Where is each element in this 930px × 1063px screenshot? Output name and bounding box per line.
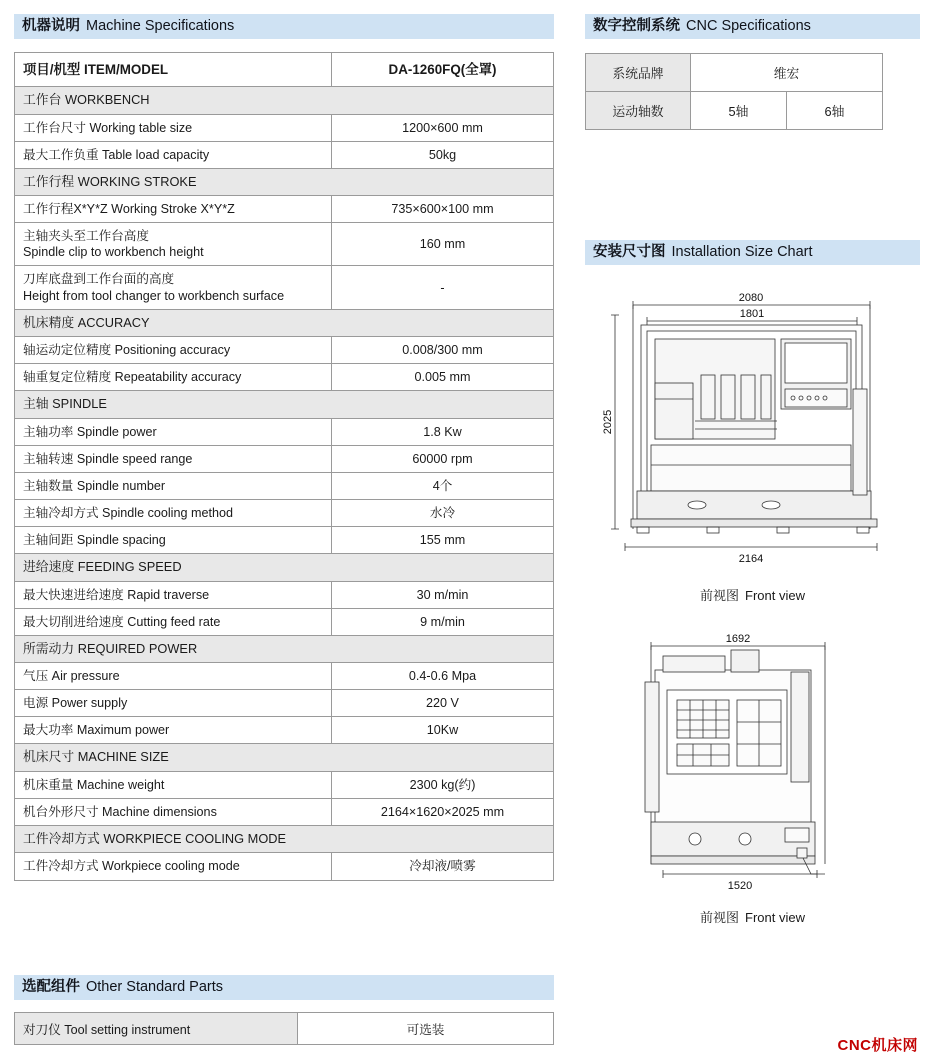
dim-2025: 2025 xyxy=(602,409,614,435)
row-label: 系统品牌 xyxy=(586,54,691,92)
row-value-axis-5: 5轴 xyxy=(691,92,787,130)
section-header-install-chart-en: Installation Size Chart xyxy=(671,244,813,260)
front-view-svg-upper xyxy=(585,279,920,579)
row-value: 水冷 xyxy=(332,499,554,526)
row-label: 轴运动定位精度 Positioning accuracy xyxy=(15,337,332,364)
table-row xyxy=(15,771,554,798)
row-label: 工件冷却方式 Workpiece cooling mode xyxy=(15,853,332,880)
table-row xyxy=(15,266,554,309)
dim-2164: 2164 xyxy=(738,553,764,565)
row-label: 电源 Power supply xyxy=(15,690,332,717)
dim-1801: 1801 xyxy=(739,308,765,320)
row-value: 2300 kg(约) xyxy=(332,771,554,798)
row-value: - xyxy=(332,266,554,309)
section-header-machine-spec-en: Machine Specifications xyxy=(86,18,235,34)
table-row xyxy=(15,418,554,445)
row-label-cn: 主轴夹头至工作台高度 xyxy=(23,229,149,244)
caption-front-view-upper xyxy=(585,585,920,604)
row-label xyxy=(15,223,332,266)
row-value: 60000 rpm xyxy=(332,445,554,472)
section-header-cnc-spec xyxy=(585,14,920,39)
table-row xyxy=(15,1013,554,1045)
table-group-label: 工作行程 WORKING STROKE xyxy=(15,168,554,195)
table-group-label: 主轴 SPINDLE xyxy=(15,391,554,418)
cnc-and-drawing-column xyxy=(585,14,920,926)
table-row xyxy=(15,690,554,717)
row-label: 主轴转速 Spindle speed range xyxy=(15,445,332,472)
table-row xyxy=(586,54,883,92)
table-group-label: 工件冷却方式 WORKPIECE COOLING MODE xyxy=(15,826,554,853)
table-row xyxy=(15,663,554,690)
front-view-svg-lower xyxy=(585,626,920,901)
row-value: 30 m/min xyxy=(332,581,554,608)
caption-front-view-upper-cn: 前视图 xyxy=(700,588,740,603)
table-group-row xyxy=(15,554,554,581)
dim-1520: 1520 xyxy=(727,880,753,892)
row-value: 735×600×100 mm xyxy=(332,196,554,223)
watermark: CNC机床网 xyxy=(837,1037,918,1054)
section-header-other-parts-cn: 选配组件 xyxy=(22,979,80,995)
table-row xyxy=(15,853,554,880)
front-view-drawing-lower xyxy=(585,626,920,926)
table-group-row xyxy=(15,826,554,853)
front-view-drawing-upper xyxy=(585,279,920,604)
table-group-row xyxy=(15,635,554,662)
section-header-install-chart-cn: 安装尺寸图 xyxy=(593,244,666,260)
row-label: 轴重复定位精度 Repeatability accuracy xyxy=(15,364,332,391)
table-group-row xyxy=(15,309,554,336)
dim-1692: 1692 xyxy=(725,633,751,645)
row-label: 对刀仪 Tool setting instrument xyxy=(15,1013,298,1045)
dim-2080: 2080 xyxy=(738,292,764,304)
table-group-label: 所需动力 REQUIRED POWER xyxy=(15,635,554,662)
section-header-machine-spec xyxy=(14,14,554,39)
table-row xyxy=(15,337,554,364)
row-value: 可选装 xyxy=(298,1013,554,1045)
row-value: 4个 xyxy=(332,472,554,499)
row-label: 最大快速进给速度 Rapid traverse xyxy=(15,581,332,608)
row-label: 工作行程X*Y*Z Working Stroke X*Y*Z xyxy=(15,196,332,223)
row-label: 机床重量 Machine weight xyxy=(15,771,332,798)
section-header-cnc-spec-en: CNC Specifications xyxy=(686,18,811,34)
row-label-cn: 刀库底盘到工作台面的高度 xyxy=(23,272,175,287)
row-value: 10Kw xyxy=(332,717,554,744)
machine-spec-column xyxy=(14,14,554,881)
table-row xyxy=(15,798,554,825)
table-group-label: 进给速度 FEEDING SPEED xyxy=(15,554,554,581)
table-header-model: DA-1260FQ(全罩) xyxy=(332,53,554,87)
table-header-item: 项目/机型 ITEM/MODEL xyxy=(15,53,332,87)
row-value: 220 V xyxy=(332,690,554,717)
table-row xyxy=(15,472,554,499)
machine-spec-table xyxy=(14,52,554,881)
caption-front-view-lower-en: Front view xyxy=(745,910,805,925)
row-value: 155 mm xyxy=(332,527,554,554)
table-row xyxy=(15,581,554,608)
section-header-cnc-spec-cn: 数字控制系统 xyxy=(593,18,680,34)
row-value: 1.8 Kw xyxy=(332,418,554,445)
row-value: 2164×1620×2025 mm xyxy=(332,798,554,825)
row-label: 最大功率 Maximum power xyxy=(15,717,332,744)
table-group-row xyxy=(15,391,554,418)
row-value: 0.4-0.6 Mpa xyxy=(332,663,554,690)
row-value-axis-6: 6轴 xyxy=(787,92,883,130)
row-value: 0.005 mm xyxy=(332,364,554,391)
row-value: 冷却液/喷雾 xyxy=(332,853,554,880)
row-label-en: Height from tool changer to workbench surface xyxy=(23,288,285,303)
row-label: 气压 Air pressure xyxy=(15,663,332,690)
table-row xyxy=(15,196,554,223)
row-label: 主轴间距 Spindle spacing xyxy=(15,527,332,554)
table-row xyxy=(15,717,554,744)
section-header-other-parts-en: Other Standard Parts xyxy=(86,979,224,995)
table-row xyxy=(586,92,883,130)
table-group-row xyxy=(15,744,554,771)
table-row xyxy=(15,499,554,526)
table-group-row xyxy=(15,87,554,114)
row-value: 160 mm xyxy=(332,223,554,266)
table-header-row xyxy=(15,53,554,87)
row-label-en: Spindle clip to workbench height xyxy=(23,245,204,260)
other-parts-section xyxy=(14,975,554,1045)
row-label: 主轴功率 Spindle power xyxy=(15,418,332,445)
row-label: 机台外形尺寸 Machine dimensions xyxy=(15,798,332,825)
table-group-row xyxy=(15,168,554,195)
table-group-label: 机床尺寸 MACHINE SIZE xyxy=(15,744,554,771)
table-group-label: 机床精度 ACCURACY xyxy=(15,309,554,336)
section-header-install-chart xyxy=(585,240,920,265)
table-row xyxy=(15,608,554,635)
section-header-machine-spec-cn: 机器说明 xyxy=(22,18,80,34)
row-value: 1200×600 mm xyxy=(332,114,554,141)
table-row xyxy=(15,223,554,266)
row-label xyxy=(15,266,332,309)
row-value: 0.008/300 mm xyxy=(332,337,554,364)
section-header-other-parts xyxy=(14,975,554,1000)
row-value: 50kg xyxy=(332,141,554,168)
row-label: 运动轴数 xyxy=(586,92,691,130)
table-group-label: 工作台 WORKBENCH xyxy=(15,87,554,114)
row-value: 维宏 xyxy=(691,54,883,92)
row-label: 主轴冷却方式 Spindle cooling method xyxy=(15,499,332,526)
table-row xyxy=(15,114,554,141)
row-label: 最大工作负重 Table load capacity xyxy=(15,141,332,168)
cnc-spec-table xyxy=(585,53,883,130)
table-row xyxy=(15,364,554,391)
row-label: 工作台尺寸 Working table size xyxy=(15,114,332,141)
table-row xyxy=(15,141,554,168)
table-row xyxy=(15,445,554,472)
table-row xyxy=(15,527,554,554)
caption-front-view-upper-en: Front view xyxy=(745,588,805,603)
other-parts-table xyxy=(14,1012,554,1045)
row-label: 最大切削进给速度 Cutting feed rate xyxy=(15,608,332,635)
row-value: 9 m/min xyxy=(332,608,554,635)
caption-front-view-lower-cn: 前视图 xyxy=(700,910,740,925)
caption-front-view-lower xyxy=(585,907,920,926)
row-label: 主轴数量 Spindle number xyxy=(15,472,332,499)
